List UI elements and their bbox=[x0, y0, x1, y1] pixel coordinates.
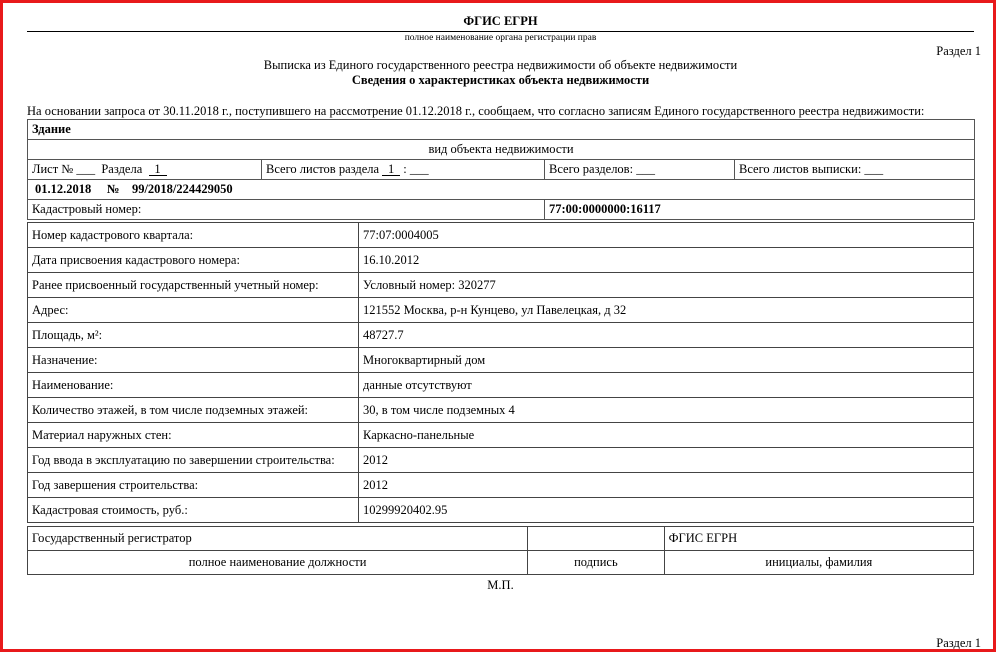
attribute-label: Площадь, м²: bbox=[28, 323, 359, 348]
attribute-label: Количество этажей, в том числе подземных этажей: bbox=[28, 398, 359, 423]
signature-blank bbox=[528, 527, 665, 551]
position-caption: полное наименование должности bbox=[28, 551, 528, 575]
attributes-table bbox=[27, 222, 974, 523]
attribute-row bbox=[28, 373, 974, 398]
name-caption: инициалы, фамилия bbox=[664, 551, 973, 575]
sheet-number-value: ___ bbox=[76, 162, 96, 176]
sheet-number-cell bbox=[28, 160, 262, 180]
section-number: 1 bbox=[149, 163, 167, 176]
attribute-value: 2012 bbox=[359, 473, 974, 498]
attribute-label: Номер кадастрового квартала: bbox=[28, 223, 359, 248]
authority-name: ФГИС ЕГРН bbox=[463, 14, 538, 28]
total-sheets-value: ___ bbox=[864, 162, 884, 176]
attribute-row bbox=[28, 398, 974, 423]
attribute-label: Наименование: bbox=[28, 373, 359, 398]
registrar-name: ФГИС ЕГРН bbox=[664, 527, 973, 551]
extract-date: 01.12.2018 bbox=[35, 182, 92, 196]
total-sections-cell bbox=[545, 160, 735, 180]
extract-document bbox=[27, 3, 974, 593]
signature-caption: подпись bbox=[528, 551, 665, 575]
attribute-value: 121552 Москва, р-н Кунцево, ул Павелецкая, д 32 bbox=[359, 298, 974, 323]
object-header-table bbox=[27, 119, 975, 220]
attribute-value: 10299920402.95 bbox=[359, 498, 974, 523]
section-label-bottom: Раздел 1 bbox=[936, 636, 981, 650]
section-sheets-cell bbox=[262, 160, 545, 180]
attribute-label: Материал наружных стен: bbox=[28, 423, 359, 448]
cadastral-number-label: Кадастровый номер: bbox=[28, 200, 545, 220]
attribute-row bbox=[28, 448, 974, 473]
signature-table bbox=[27, 526, 974, 575]
attribute-value: 30, в том числе подземных 4 bbox=[359, 398, 974, 423]
section-sheets-tail: : ___ bbox=[403, 162, 429, 176]
extract-date-number bbox=[28, 180, 975, 200]
attribute-label: Назначение: bbox=[28, 348, 359, 373]
document-subtitle: Сведения о характеристиках объекта недвижимости bbox=[351, 73, 650, 87]
attribute-row bbox=[28, 323, 974, 348]
attribute-value: 48727.7 bbox=[359, 323, 974, 348]
attribute-value: Многоквартирный дом bbox=[359, 348, 974, 373]
attribute-label: Ранее присвоенный государственный учетный номер: bbox=[28, 273, 359, 298]
attribute-row bbox=[28, 298, 974, 323]
attribute-row bbox=[28, 348, 974, 373]
attribute-label: Год ввода в эксплуатацию по завершении строительства: bbox=[28, 448, 359, 473]
extract-number: 99/2018/224429050 bbox=[131, 182, 233, 196]
attribute-row bbox=[28, 423, 974, 448]
attribute-value: Условный номер: 320277 bbox=[359, 273, 974, 298]
total-sections-label: Всего разделов: bbox=[549, 162, 634, 176]
attribute-value: Каркасно-панельные bbox=[359, 423, 974, 448]
cadastral-number-value: 77:00:0000000:16117 bbox=[545, 200, 975, 220]
total-sheets-cell bbox=[735, 160, 975, 180]
section-sheets-label: Всего листов раздела bbox=[266, 162, 380, 176]
section-sheets-value: 1 bbox=[382, 163, 400, 176]
attribute-row bbox=[28, 498, 974, 523]
attribute-value: 77:07:0004005 bbox=[359, 223, 974, 248]
section-word: Раздела bbox=[101, 162, 143, 176]
registrar-position: Государственный регистратор bbox=[28, 527, 528, 551]
object-type-caption: вид объекта недвижимости bbox=[28, 140, 975, 160]
attribute-label: Кадастровая стоимость, руб.: bbox=[28, 498, 359, 523]
total-sections-value: ___ bbox=[636, 162, 655, 176]
number-sign: № bbox=[106, 182, 120, 196]
total-sheets-label: Всего листов выписки: bbox=[739, 162, 862, 176]
attribute-row bbox=[28, 273, 974, 298]
authority-caption: полное наименование органа регистрации прав bbox=[404, 33, 597, 43]
attribute-value: данные отсутствуют bbox=[359, 373, 974, 398]
attribute-value: 16.10.2012 bbox=[359, 248, 974, 273]
attribute-row bbox=[28, 248, 974, 273]
attribute-label: Адрес: bbox=[28, 298, 359, 323]
attribute-row bbox=[28, 473, 974, 498]
stamp-place: М.П. bbox=[487, 578, 514, 592]
attribute-label: Год завершения строительства: bbox=[28, 473, 359, 498]
section-label-top: Раздел 1 bbox=[936, 44, 981, 58]
sheet-number-label: Лист № bbox=[32, 162, 74, 176]
attribute-label: Дата присвоения кадастрового номера: bbox=[28, 248, 359, 273]
document-title: Выписка из Единого государственного реестра недвижимости об объекте недвижимости bbox=[263, 58, 738, 72]
attribute-value: 2012 bbox=[359, 448, 974, 473]
object-type: Здание bbox=[28, 120, 975, 140]
attribute-row bbox=[28, 223, 974, 248]
intro-text: На основании запроса от 30.11.2018 г., поступившего на рассмотрение 01.12.2018 г., сообщаем, что согласно записям Единого государственного реестра недвижимости: bbox=[27, 104, 925, 118]
